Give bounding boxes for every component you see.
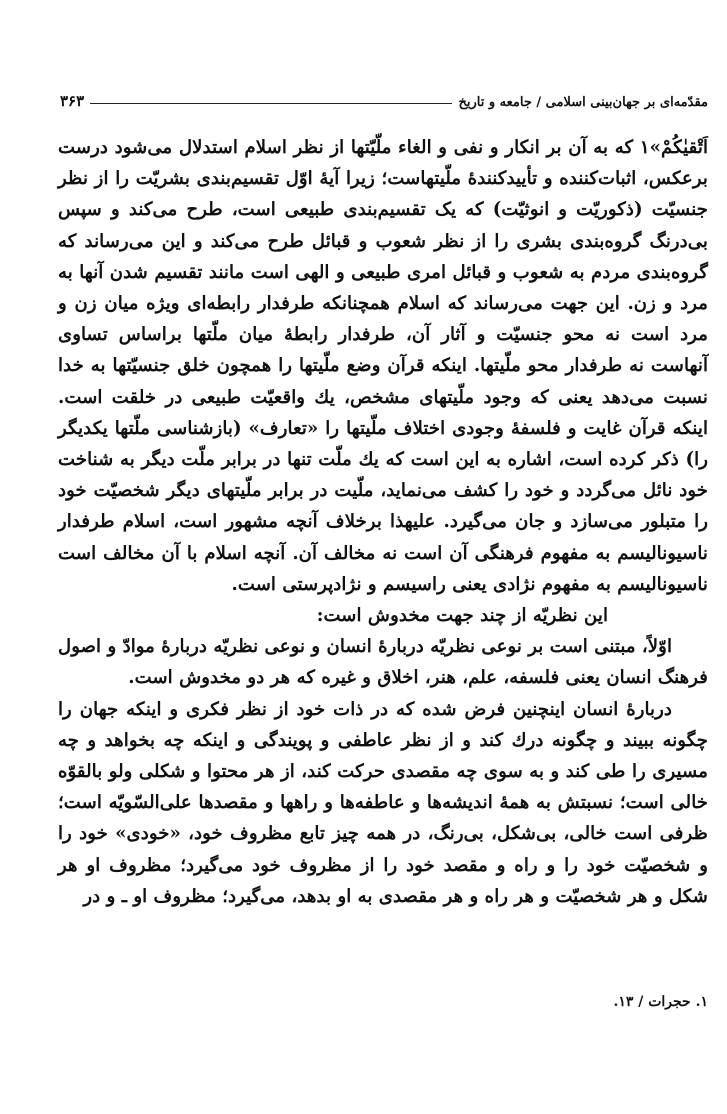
- paragraph-1: اَتْقیٰکُمْ»١ که به آن بر انکار و نفی و الغاء ملّیّتها از نظر اسلام استدلال می‌شود درست برعکس، اثبات‌کننده و تأییدکنندهٔ ملّیتهاست؛ زیرا آیهٔ اوّل تقسیم‌بندی بشریّت را از نظر جنسیّت (ذکوریّت و انوثیّت) که یک تقسیم‌بندی طبیعی است، طرح می‌کند و سپس بی‌درنگ گروه‌بندی بشری را از نظر شعوب و قبائل طرح می‌کند و این می‌رساند که گروه‌بندی مردم به شعوب و قبائل امری طبیعی و الهی است مانند تقسیم شدن آنها به مرد و زن. این جهت می‌رساند که اسلام همچنانکه طرفدار رابطه‌ای ویژه میان زن و مرد است نه محو جنسیّت و آثار آن، طرفدار رابطهٔ میان ملّتها براساس تساوی آنهاست نه طرفدار محو ملّیتها. اینکه قرآن وضع ملّیتها را همچون خلق جنسیّتها به خدا نسبت می‌دهد یعنی که وجود ملّیتهای مشخص، یك واقعیّت طبیعی در خلقت است. اینکه قرآن غایت و فلسفهٔ وجودی اختلاف ملّیتها را «تعارف» (بازشناسی ملّتها یکدیگر را) ذکر کرده است، اشاره به این است که یك ملّت تنها در برابر ملّت دیگر به شناخت خود نائل می‌گردد و خود را کشف می‌نماید، ملّیت در برابر ملّیتهای دیگر شخصیّت خود را متبلور می‌سازد و جان می‌گیرد. علیهذا برخلاف آنچه مشهور است، اسلام طرفدار ناسیونالیسم به مفهوم فرهنگی آن است نه مخالف آن. آنچه اسلام با آن مخالف است ناسیونالیسم به مفهوم نژادی یعنی راسیسم و نژادپرستی است.: [58, 137, 708, 595]
- body-text: [58, 132, 708, 912]
- footnote: ١. حجرات / ١٣.: [613, 994, 708, 1010]
- book-page: [58, 84, 708, 1094]
- paragraph-4: دربارهٔ انسان اینچنین فرض شده که در ذات خود از نظر فکری و اینکه جهان را چگونه ببیند و چگونه درك کند و از نظر عاطفی و پویندگی و اینکه چه بخواهد و چه مسیری را طی کند و به سوی چه مقصدی حرکت کند، از هر محتوا و شکلی ولو بالقوّه خالی است؛ نسبتش به همهٔ اندیشه‌ها و عاطفه‌ها و راهها و مقصدها علی‌السّویّه است؛ ظرفی است خالی، بی‌شکل، بی‌رنگ، در همه چیز تابع مظروف خود، «خودی» خود را و شخصیّت خود را و راه و مقصد خود را از مظروف خود می‌گیرد؛ مظروف او هر شکل و هر شخصیّت و هر راه و هر مقصدی به او بدهد، می‌گیرد؛ مظروف او ـ و در: [58, 698, 708, 907]
- paragraph-2: این نظریّه از چند جهت مخدوش است:: [316, 605, 608, 627]
- paragraph-3: اوّلاً، مبتنی است بر نوعی نظریّه دربارهٔ انسان و نوعی نظریّه دربارهٔ موادّ و اصول فرهنگ انسان یعنی فلسفه، علم، هنر، اخلاق و غیره که هر دو مخدوش است.: [58, 636, 708, 689]
- header-rule: [90, 103, 452, 104]
- page-number: ۳۶۳: [60, 92, 85, 110]
- running-head: [58, 84, 708, 110]
- running-title: مقدّمه‌ای بر جهان‌بینی اسلامی / جامعه و تاریخ: [458, 95, 708, 110]
